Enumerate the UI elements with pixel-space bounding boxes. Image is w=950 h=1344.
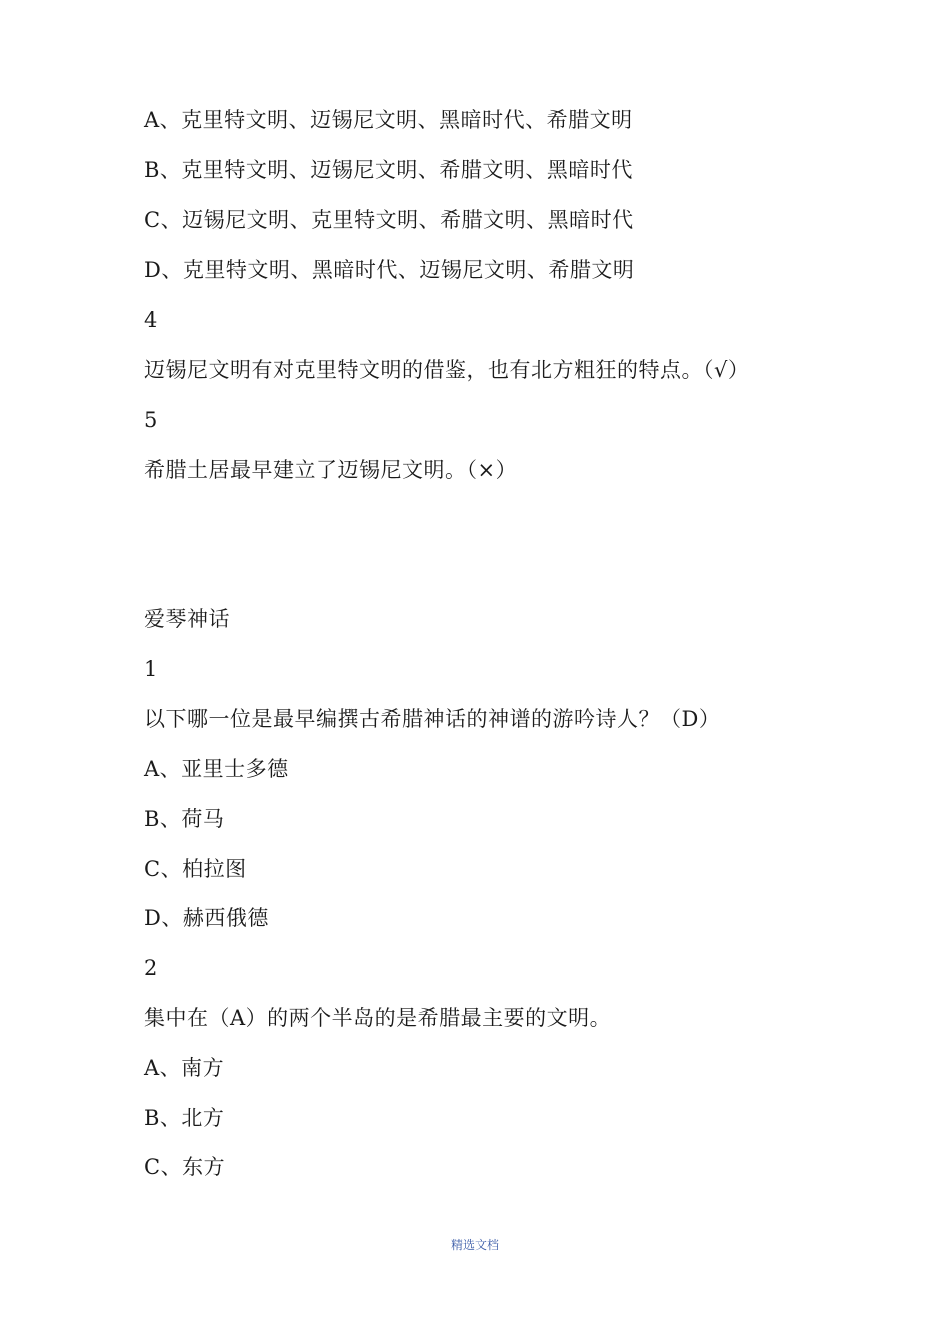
section-title: 爱琴神话: [144, 607, 230, 631]
option-c: C、迈锡尼文明、克里特文明、希腊文明、黑暗时代: [144, 208, 634, 232]
question-number: 1: [144, 657, 158, 681]
option-c: C、东方: [144, 1155, 226, 1179]
question-text: 希腊土居最早建立了迈锡尼文明。（×）: [144, 458, 518, 482]
question-text: 以下哪一位是最早编撰古希腊神话的神谱的游吟诗人？（D）: [144, 707, 721, 731]
question-number: 2: [144, 956, 158, 980]
option-d: D、克里特文明、黑暗时代、迈锡尼文明、希腊文明: [144, 258, 635, 282]
option-c: C、柏拉图: [144, 857, 247, 881]
question-number: 5: [144, 408, 158, 432]
option-a: A、亚里士多德: [144, 757, 289, 781]
option-a: A、南方: [144, 1056, 225, 1080]
page-footer: 精选文档: [450, 1238, 499, 1252]
option-b: B、荷马: [144, 807, 225, 831]
option-b: B、克里特文明、迈锡尼文明、希腊文明、黑暗时代: [144, 158, 633, 182]
question-number: 4: [144, 308, 158, 332]
option-b: B、北方: [144, 1106, 225, 1130]
question-text: 集中在（A）的两个半岛的是希腊最主要的文明。: [144, 1006, 612, 1030]
option-d: D、赫西俄德: [144, 906, 269, 930]
question-text: 迈锡尼文明有对克里特文明的借鉴，也有北方粗狂的特点。（√）: [144, 358, 750, 382]
option-a: A、克里特文明、迈锡尼文明、黑暗时代、希腊文明: [144, 108, 633, 132]
